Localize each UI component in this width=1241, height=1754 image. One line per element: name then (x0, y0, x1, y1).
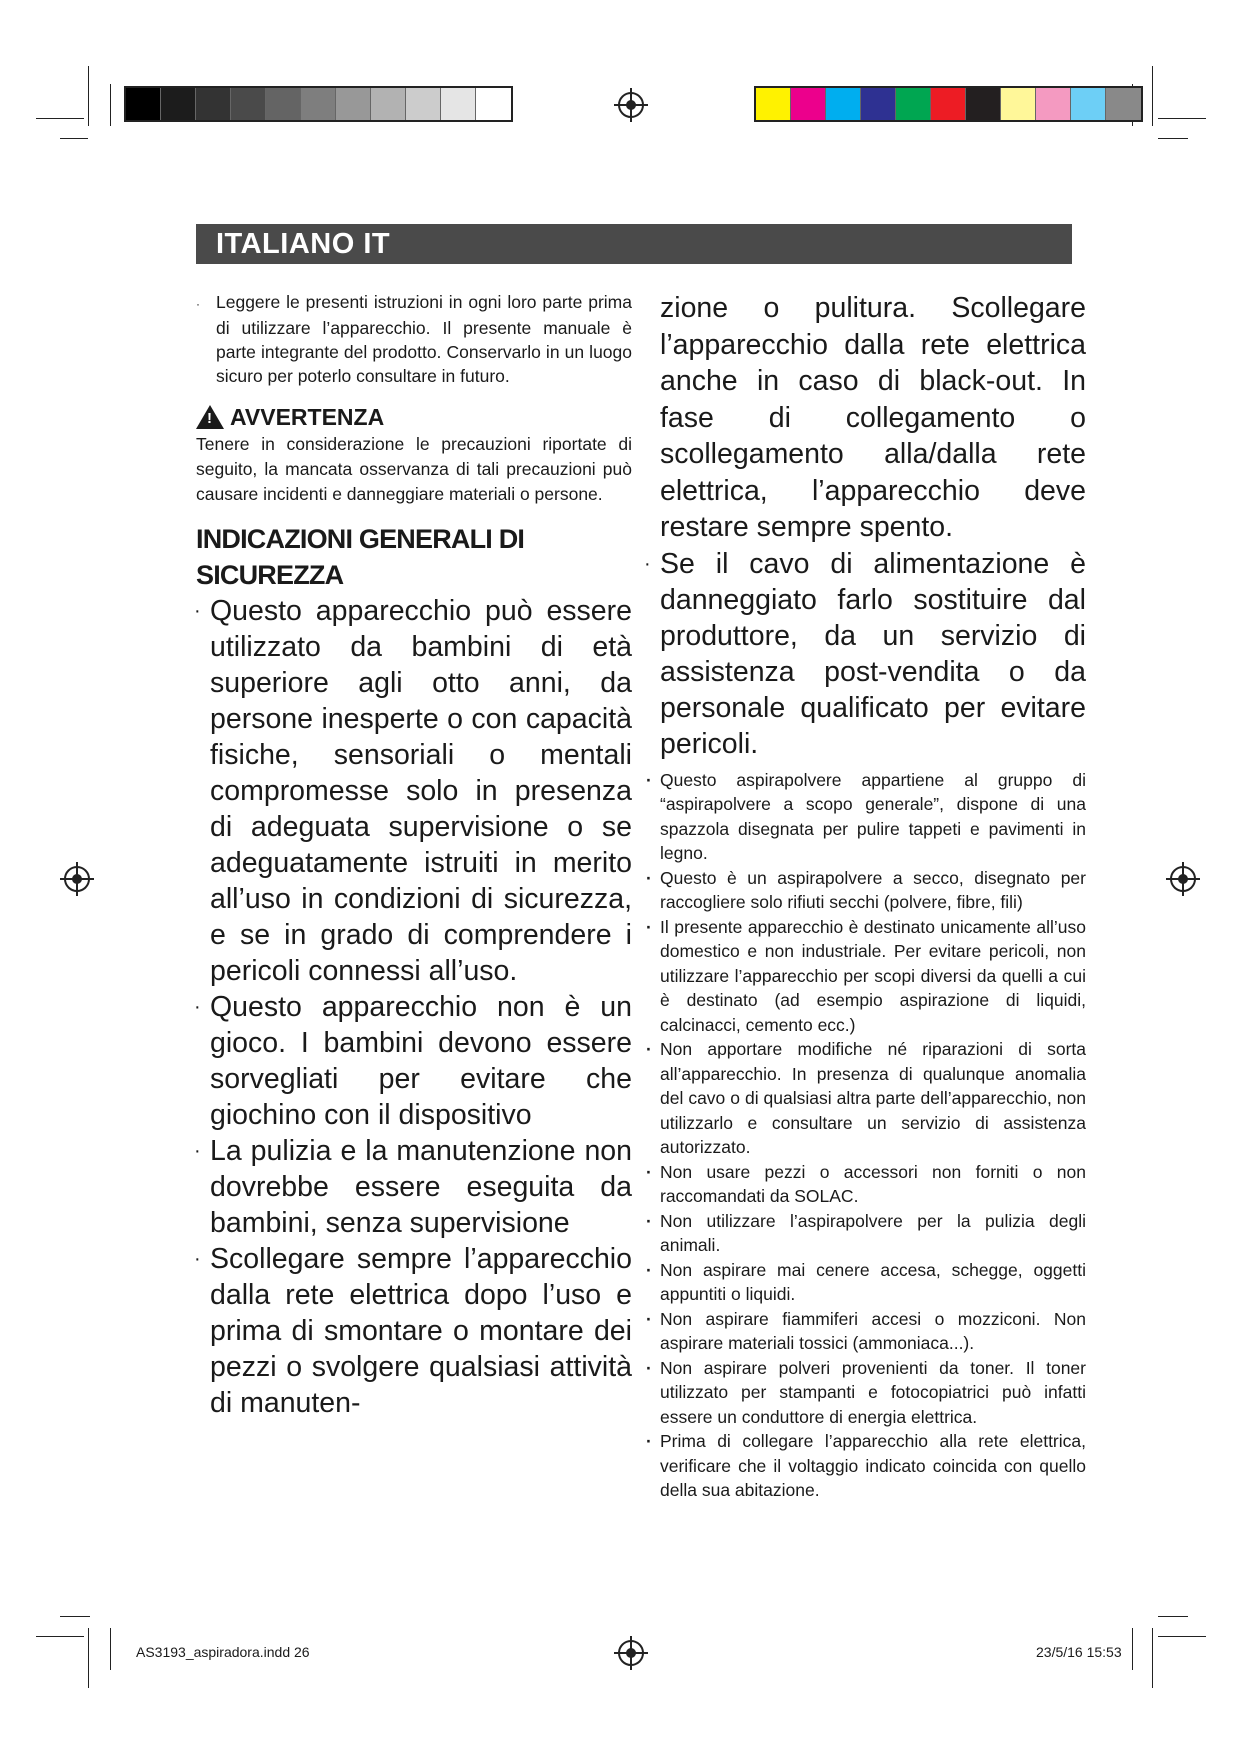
color-swatch (406, 88, 441, 120)
color-swatch (1071, 88, 1106, 120)
warning-heading (196, 404, 632, 430)
color-swatch (826, 88, 861, 120)
crop-mark (88, 66, 89, 126)
intro-paragraph: · Leggere le presenti istruzioni in ogni loro parte prima di utilizzare l’apparecchio. Il presente manuale è parte integrante del prodotto. Conservarlo in un luogo sicuro per poterlo consultare in futuro. (196, 292, 632, 386)
list-item: · Scollegare sempre l’apparecchio dalla rete elettrica dopo l’uso e prima di smontare o montare dei pezzi o svolgere qualsiasi attività di manuten- (196, 1241, 632, 1421)
list-item: · Non aspirare mai cenere accesa, schegge, oggetti appuntiti o liquidi. (646, 1258, 1086, 1307)
list-item: · Non aspirare polveri provenienti da toner. Il toner utilizzato per stampanti e fotocopiatrici può infatti essere un conduttore di energia elettrica. (646, 1356, 1086, 1430)
list-item: · Se il cavo di alimentazione è danneggiato farlo sostituire dal produttore, da un servizio di assistenza post-vendita o da personale qualificato per evitare pericoli. (646, 546, 1086, 762)
color-swatch (861, 88, 896, 120)
color-swatch (161, 88, 196, 120)
list-item: · Questo aspirapolvere appartiene al gruppo di “aspirapolvere a scopo generale”, dispone di una spazzola disegnata per pulire tappeti e pavimenti in legno. (646, 768, 1086, 866)
registration-mark-icon (618, 1640, 644, 1666)
safety-list-left (196, 593, 632, 1421)
list-item: · Non apportare modifiche né riparazioni di sorta all’apparecchio. In presenza di qualunque anomalia del cavo o di qualsiasi altra parte dell’apparecchio, non utilizzarlo e consultare un servizio di assistenza autorizzato. (646, 1037, 1086, 1160)
header-title: ITALIANO IT (216, 228, 391, 260)
color-swatch (791, 88, 826, 120)
continued-text: zione o pulitura. Scollegare l’apparecchio dalla rete elettrica anche in caso di black-out. In fase di collegamento o scollegamento alla/dalla rete elettrica, l’apparecchio deve restare sempre spento. (660, 292, 1086, 543)
registration-mark-icon (64, 866, 90, 892)
color-swatch (336, 88, 371, 120)
crop-mark (1158, 138, 1188, 139)
list-item: · Non utilizzare l’aspirapolvere per la pulizia degli animali. (646, 1209, 1086, 1258)
safety-list-right-small (646, 768, 1086, 1503)
registration-mark-icon (618, 92, 644, 118)
color-swatch (1106, 88, 1141, 120)
color-swatch (371, 88, 406, 120)
color-swatch (756, 88, 791, 120)
footer-file-info: AS3193_aspiradora.indd 26 (136, 1644, 310, 1660)
gray-color-bar (124, 86, 513, 122)
color-swatch (301, 88, 336, 120)
right-column (646, 290, 1086, 1503)
list-item: · Questo apparecchio non è un gioco. I bambini devono essere sorvegliati per evitare che giochino con il dispositivo (196, 989, 632, 1133)
color-swatch (266, 88, 301, 120)
cmyk-color-bar (754, 86, 1143, 122)
language-header (196, 224, 1072, 264)
crop-mark (110, 1628, 111, 1670)
list-item: · Non usare pezzi o accessori non forniti o non raccomandati da SOLAC. (646, 1160, 1086, 1209)
color-swatch (966, 88, 1001, 120)
list-item: · Non aspirare fiammiferi accesi o mozziconi. Non aspirare materiali tossici (ammoniaca...). (646, 1307, 1086, 1356)
color-swatch (896, 88, 931, 120)
list-item: · La pulizia e la manutenzione non dovrebbe essere eseguita da bambini, senza supervisione (196, 1133, 632, 1241)
list-item: · Prima di collegare l’apparecchio alla rete elettrica, verificare che il voltaggio indicato coincida con quello della sua abitazione. (646, 1429, 1086, 1503)
color-swatch (126, 88, 161, 120)
crop-mark (88, 1628, 89, 1688)
color-swatch (1036, 88, 1071, 120)
warning-text: Tenere in considerazione le precauzioni riportate di seguito, la mancata osservanza di tali precauzioni può causare incidenti e danneggiare materiali o persone. (196, 434, 632, 504)
crop-mark (36, 118, 84, 119)
color-swatch (476, 88, 511, 120)
crop-mark (36, 1636, 84, 1637)
color-swatch (441, 88, 476, 120)
crop-mark (1158, 118, 1206, 119)
safety-list-right-large (646, 546, 1086, 762)
crop-mark (60, 138, 88, 139)
color-swatch (231, 88, 266, 120)
crop-mark (60, 1616, 90, 1617)
color-swatch (196, 88, 231, 120)
crop-mark (1158, 1636, 1206, 1637)
crop-mark (1152, 1628, 1153, 1688)
crop-mark (1158, 1616, 1188, 1617)
crop-mark (1152, 66, 1153, 126)
list-item: · Questo è un aspirapolvere a secco, disegnato per raccogliere solo rifiuti secchi (polvere, fibre, fili) (646, 866, 1086, 915)
list-item: · Il presente apparecchio è destinato unicamente all’uso domestico e non industriale. Per evitare pericoli, non utilizzare l’apparecchio per scopi diversi da quelli a cui è destinato (ad esempio aspirazione di liquidi, calcinacci, cemento ecc.) (646, 915, 1086, 1038)
registration-mark-icon (1170, 866, 1196, 892)
section-title: INDICAZIONI GENERALI DI SICUREZZA (196, 524, 525, 590)
warning-triangle-icon (196, 405, 224, 429)
color-swatch (1001, 88, 1036, 120)
crop-mark (1132, 1628, 1133, 1670)
list-item: · Questo apparecchio può essere utilizzato da bambini di età superiore agli otto anni, da persone inesperte o con capacità fisiche, sensoriali o mentali compromesse solo in presenza di adeguata supervisione o se adeguatamente istruiti in merito all’uso in condizioni di sicurezza, e se in grado di comprendere i pericoli connessi all’uso. (196, 593, 632, 989)
left-column (196, 290, 632, 1421)
crop-mark (110, 84, 111, 126)
footer-timestamp: 23/5/16 15:53 (1036, 1644, 1122, 1660)
color-swatch (931, 88, 966, 120)
warning-title: AVVERTENZA (230, 404, 385, 430)
